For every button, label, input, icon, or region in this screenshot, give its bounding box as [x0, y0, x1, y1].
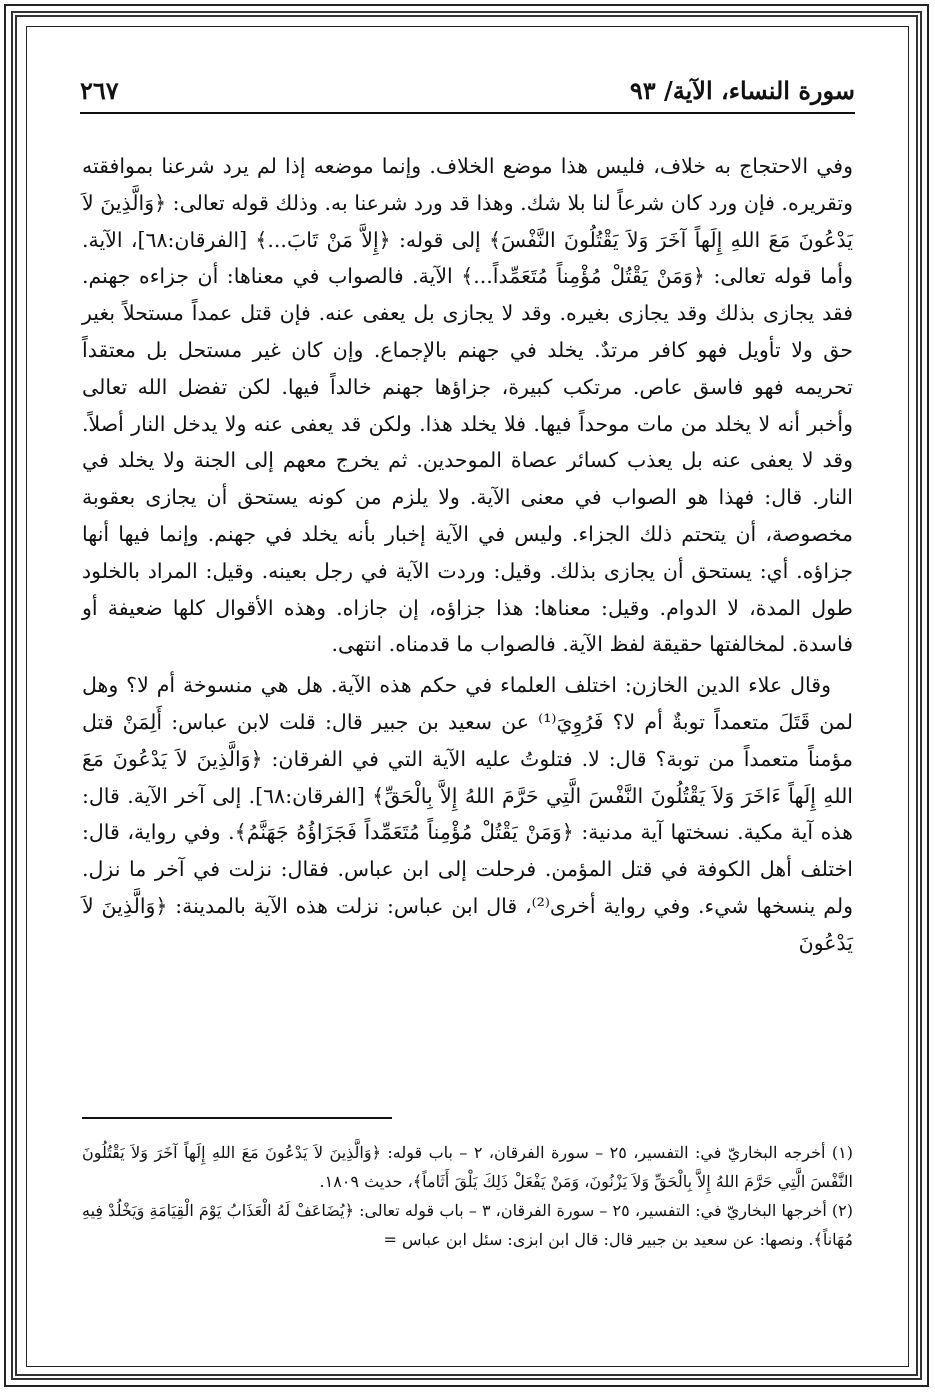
footnote-rule	[82, 1117, 392, 1119]
paragraph: وفي الاحتجاج به خلاف، فليس هذا موضع الخلاف. وإنما موضعه إذا لم يرد شرعنا بموافقته وتقريره. فإن ورد كان شرعاً لنا بلا شك. وهذا قد ورد شرعنا به. وذلك قوله تعالى: ﴿وَالَّذِينَ لاَ يَدْعُونَ مَعَ اللهِ إِلَهاً آخَرَ وَلاَ يَقْتُلُونَ النَّفْسَ﴾ إلى قوله: ﴿إِلاَّ مَنْ تَابَ...﴾ [الفرقان:٦٨]، الآية. وأما قوله تعالى: ﴿وَمَنْ يَقْتُلْ مُؤْمِناً مُتَعَمِّداً...﴾ الآية. فالصواب في معناها: أن جزاءه جهنم. فقد يجازى بذلك وقد يجازى بغيره. وقد لا يجازى بل يعفى عنه. فإن قتل عمداً مستحلاً بغير حق ولا تأويل فهو كافر مرتدٌ. يخلد في جهنم بالإجماع. وإن كان غير مستحل بل معتقداً تحريمه فهو فاسق عاص. مرتكب كبيرة، جزاؤها جهنم خالداً فيها. لكن تفضل الله تعالى وأخبر أنه لا يخلد من مات موحداً فيها. فلا يخلد هذا. ولكن قد يعفى عنه ولا يدخل النار أصلاً. وقد لا يعفى عنه بل يعذب كسائر عصاة الموحدين. ثم يخرج معهم إلى الجنة ولا يخلد في النار. قال: فهذا هو الصواب في معنى الآية. ولا يلزم من كونه يستحق أن يجازى بعقوبة مخصوصة، أن يتحتم ذلك الجزاء. وليس في الآية إخبار بأنه يخلد في جهنم. وإنما فيها أنها جزاؤه. أي: يستحق أن يجازى بذلك. وقيل: وردت الآية في رجل بعينه. وقيل: المراد بالخلود طول المدة، لا الدوام. وقيل: معناها: هذا جزاؤه، إن جازاه. وهذه الأقوال كلها ضعيفة أو فاسدة. لمخالفتها حقيقة لفظ الآية. فالصواب ما قدمناه. انتهى.	[82, 154, 853, 657]
footnote: (١) أخرجه البخاريّ في: التفسير، ٢٥ – سورة الفرقان، ٢ – باب قوله: ﴿وَالَّذِينَ لاَ يَدْعُونَ مَعَ اللهِ إِلَهاً آخَرَ وَلاَ يَقْتُلُونَ النَّفْسَ الَّتِي حَرَّمَ اللهُ إِلاَّ بِالْحَقِّ وَلاَ يَزْنُونَ، وَمَنْ يَفْعَلْ ذَلِكَ يَلْقَ أَثَاماً﴾، حديث ١٨٠٩.	[82, 1143, 853, 1191]
running-title: سورة النساء، الآية/ ٩٣	[629, 75, 855, 105]
footnote: (٢) أخرجها البخاريّ في: التفسير، ٢٥ – سورة الفرقان، ٣ – باب قوله تعالى: ﴿يُضَاعَفْ لَهُ الْعَذَابُ يَوْمَ الْقِيَامَةِ وَيَخْلُدْ فِيهِ مُهَاناً﴾. ونصها: عن سعيد بن جبير قال: قال ابن ابزى: سئل ابن عباس =	[82, 1201, 854, 1249]
paragraph: وقال علاء الدين الخازن: اختلف العلماء في حكم هذه الآية. هل هي منسوخة أم لا؟ وهل لمن قَتَلَ متعمداً توبةٌ أم لا؟ فَرُوِيَ⁽¹⁾ عن سعيد بن جبير قال: قلت لابن عباس: أَلِمَنْ قتل مؤمناً متعمداً من توبة؟ قال: لا. فتلوتُ عليه الآية التي في الفرقان: ﴿وَالَّذِينَ لاَ يَدْعُونَ مَعَ اللهِ إِلَهاً ءَاخَرَ وَلاَ يَقْتُلُونَ النَّفْسَ الَّتِي حَرَّمَ اللهُ إِلاَّ بِالْحَقِّ﴾ [الفرقان:٦٨]. إلى آخر الآية. قال: هذه آية مكية. نسختها آية مدنية: ﴿وَمَنْ يَقْتُلْ مُؤْمِناً مُتَعَمِّداً فَجَزَاؤُهُ جَهَنَّمُ﴾. وفي رواية، قال: اختلف أهل الكوفة في قتل المؤمن. فرحلت إلى ابن عباس. فقال: نزلت في آخر ما نزل. ولم ينسخها شيء. وفي رواية أخرى⁽²⁾، قال ابن عباس: نزلت هذه الآية بالمدينة: ﴿وَالَّذِينَ لاَ يَدْعُونَ	[82, 673, 854, 955]
page-header	[80, 72, 855, 108]
header-rule	[80, 112, 855, 114]
page-number: ٢٦٧	[80, 75, 119, 105]
footnotes	[82, 1138, 853, 1254]
main-text	[82, 148, 853, 962]
